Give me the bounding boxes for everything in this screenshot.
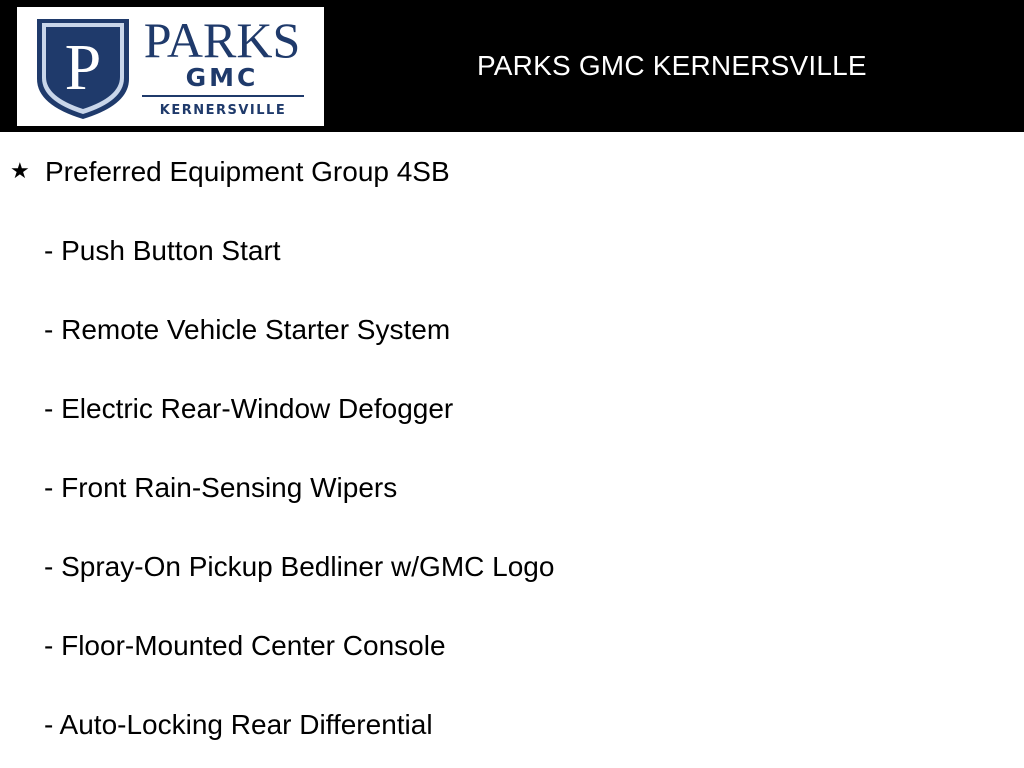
header-bar <box>0 0 1024 132</box>
equipment-section <box>0 132 1024 768</box>
dealer-logo <box>17 7 324 126</box>
feature-item: - Push Button Start <box>44 235 281 266</box>
logo-location: KERNERSVILLE <box>159 103 287 118</box>
shield-letter: P <box>64 31 102 104</box>
feature-item: - Auto-Locking Rear Differential <box>44 709 433 740</box>
feature-item: - Spray-On Pickup Bedliner w/GMC Logo <box>44 551 555 582</box>
feature-item: - Electric Rear-Window Defogger <box>44 393 454 424</box>
equipment-group-heading <box>0 152 1024 192</box>
star-icon: ★ <box>10 158 30 183</box>
feature-item: - Floor-Mounted Center Console <box>44 630 446 661</box>
logo-brand: PARKS <box>143 12 301 68</box>
group-title: Preferred Equipment Group 4SB <box>45 156 450 187</box>
logo-make: GMC <box>185 63 259 92</box>
feature-item: - Remote Vehicle Starter System <box>44 314 451 345</box>
dealer-title: PARKS GMC KERNERSVILLE <box>477 50 867 81</box>
logo-graphic <box>17 7 324 126</box>
feature-item: - Front Rain-Sensing Wipers <box>44 472 398 503</box>
